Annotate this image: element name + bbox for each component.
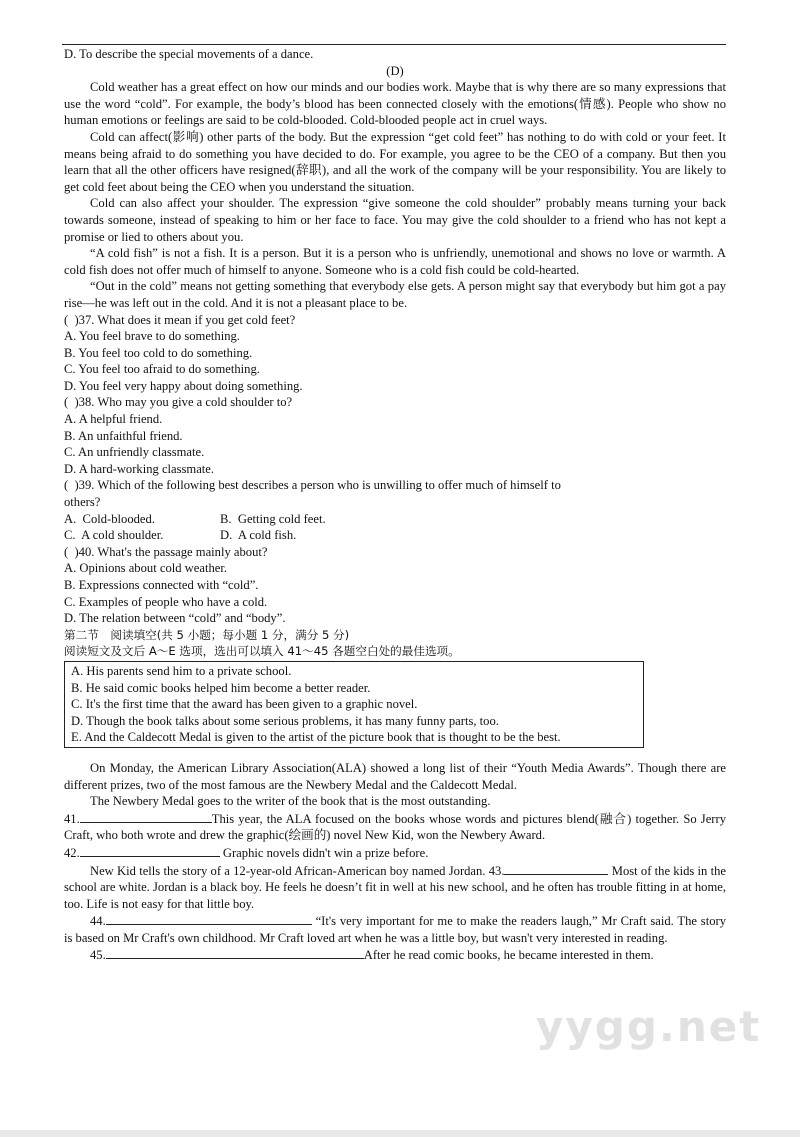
passage-2-paragraph: The Newbery Medal goes to the writer of the book that is the most outstanding. [90,794,491,809]
passage-paragraph: Cold can also affect your shoulder. The expression “give someone the cold shoulder” probably means turning your back towards someone, instead of speaking to him or her face to face. You may give the cold shoulder to a friend who has not kept a promise or lied to others about you. [64,196,726,244]
question-39-option: D. A cold fish. [220,528,297,543]
question-40-option: C. Examples of people who have a cold. [64,594,268,609]
question-38-option: B. An unfaithful friend. [64,428,183,443]
passage-label: (D) [386,63,404,78]
answer-blank-44[interactable] [106,912,312,925]
section-2-heading: 第二节 阅读填空(共 5 小题；每小题 1 分，满分 5 分) [64,627,350,642]
choice-item: C. It's the first time that the award has been given to a graphic novel. [71,697,418,712]
question-37-option: D. You feel very happy about doing something. [64,378,303,393]
passage-2-paragraph [64,862,726,913]
bottom-band [0,1130,800,1137]
watermark: yygg.net [536,1002,762,1051]
spacer [64,748,726,760]
question-38-option: A. A helpful friend. [64,412,163,427]
passage-paragraph: Cold can affect(影响) other parts of the body. But the expression “get cold feet” has nothing to do with cold or your feet. It means being afraid to do something you have decided to do. For example, you agree to be the CEO of a company. But then you learn that all the other officers have resigned(辞职), and all the work of the company will be your responsibility. You are likely to get cold feet about being the CEO when you understand the situation. [64,129,726,194]
question-37-option: C. You feel too afraid to do something. [64,362,260,377]
blank-number-45: 45. [90,948,106,963]
choice-item: B. He said comic books helped him become a better reader. [71,680,371,695]
passage-2-text: Graphic novels didn't win a prize before. [219,845,429,860]
choice-item: A. His parents send him to a private school. [71,663,292,678]
blank-number-44: 44. [90,914,106,929]
page-content [64,46,726,964]
question-40-option: A. Opinions about cold weather. [64,561,227,576]
section-2-instruction: 阅读短文及文后 A～E 选项，选出可以填入 41～45 各题空白处的最佳选项。 [64,644,460,659]
passage-2-paragraph [64,946,726,964]
passage-2-paragraph [64,844,726,862]
question-38-option: D. A hard-working classmate. [64,461,215,476]
question-37-stem: ( )37. What does it mean if you get cold feet? [64,312,296,327]
question-40-stem: ( )40. What's the passage mainly about? [64,544,268,559]
question-39-options-row [64,511,726,528]
answer-blank-45[interactable] [106,946,364,959]
blank-number-42: 42. [64,845,80,860]
passage-2-text: This year, the ALA focused on the books whose words and pictures blend(融合) together. So Jerry Craft, who both wrote and drew the graphic(绘画的) novel New Kid, won the Newbery Award. [64,811,726,843]
question-39-option: A. Cold-blooded. [64,511,155,526]
question-37-option: B. You feel too cold to do something. [64,345,253,360]
passage-2-paragraph: On Monday, the American Library Association(ALA) showed a long list of their “Youth Media Awards”. Though there are different prizes, two of the most famous are the Newbery Medal and the Caldecott Medal. [64,760,726,792]
question-39-option: B. Getting cold feet. [220,511,326,526]
top-rule [62,44,726,45]
choices-box [64,661,644,748]
question-40-option: D. The relation between “cold” and “body”. [64,611,286,626]
question-39-stem-cont: others? [64,495,101,510]
previous-option-d: D. To describe the special movements of a dance. [64,47,314,61]
passage-paragraph: “A cold fish” is not a fish. It is a person. But it is a person who is unfriendly, unemotional and shows no love or warmth. A cold fish does not offer much of himself to anyone. Someone who is a cold fish could be cold-hearted. [64,246,726,277]
choice-item: D. Though the book talks about some serious problems, it has many funny parts, too. [71,713,499,728]
passage-2-paragraph [64,912,726,946]
question-39-option: C. A cold shoulder. [64,528,164,543]
passage-2-text: New Kid tells the story of a 12-year-old African-American boy named Jordan. 43. [90,863,505,878]
answer-blank-43[interactable] [504,862,608,875]
blank-number-41: 41. [64,811,80,826]
question-38-option: C. An unfriendly classmate. [64,445,205,460]
question-39-options-row [64,527,726,544]
choice-item: E. And the Caldecott Medal is given to the artist of the picture book that is thought to be the best. [71,730,561,745]
answer-blank-42[interactable] [80,844,220,857]
passage-2-text: Most of the kids in the school are white. Jordan is a black boy. He feels he doesn’t fit in well at his new school, and he often has trouble fitting in at home, too. Life is not easy for that little boy. [64,863,726,911]
question-40-option: B. Expressions connected with “cold”. [64,578,259,592]
passage-2-text: After he read comic books, he became interested in them. [363,948,654,963]
question-38-stem: ( )38. Who may you give a cold shoulder to? [64,395,293,410]
passage-paragraph: Cold weather has a great effect on how our minds and our bodies work. Maybe that is why there are so many expressions that use the word “cold”. For example, the body’s blood has been connected closely with the emotions(情感). People who show no human emotions or feelings are said to be cold-blooded. Cold-blooded people act in cruel ways. [64,80,726,128]
passage-2-text: “It's very important for me to make the readers laugh,” Mr Craft said. The story is based on Mr Craft's own childhood. Mr Craft loved art when he was a little boy, but wasn't very interested in reading. [64,914,726,945]
passage-2-paragraph [64,810,726,844]
passage-paragraph: “Out in the cold” means not getting something that everybody else gets. A person might say that everybody but him got a pay rise—he was left out in the cold. And it is not a pleasant place to be. [64,279,726,310]
question-39-stem: ( )39. Which of the following best describes a person who is unwilling to offer much of himself to [64,478,561,493]
question-37-option: A. You feel brave to do something. [64,329,240,344]
answer-blank-41[interactable] [80,810,212,823]
